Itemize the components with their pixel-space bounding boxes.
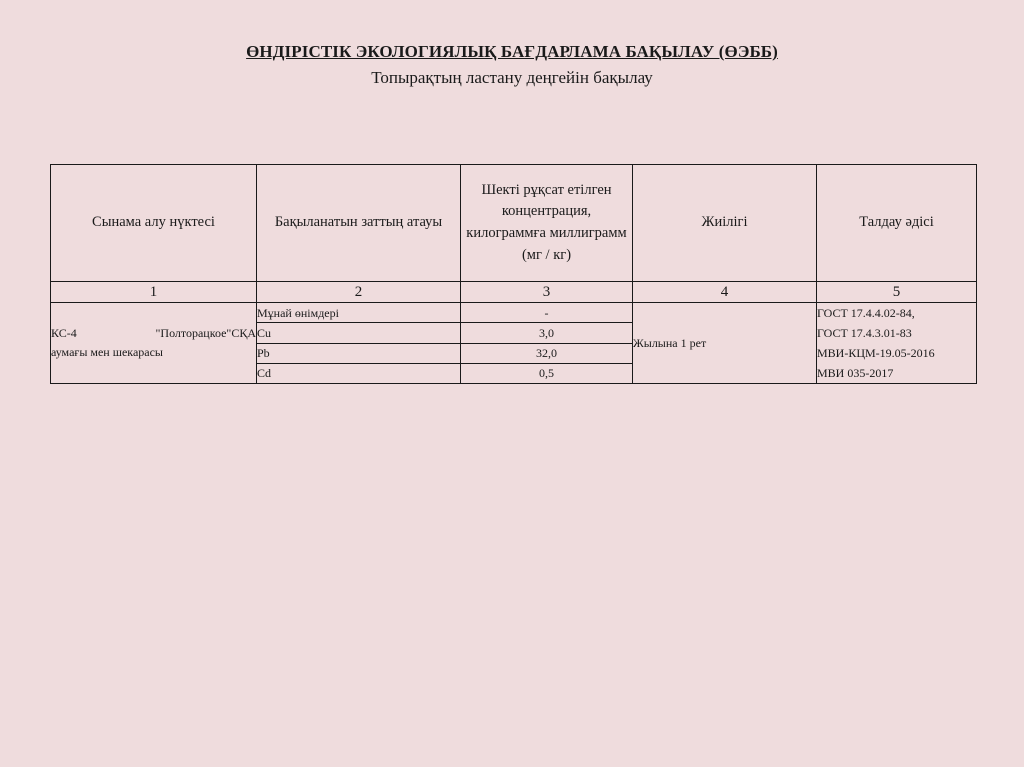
header-frequency: Жиілігі [633, 165, 817, 282]
method-line: МВИ 035-2017 [817, 366, 894, 380]
header-substance: Бақыланатын заттың атауы [257, 165, 461, 282]
analysis-method-cell [817, 303, 977, 384]
method-line: ГОСТ 17.4.4.02-84, [817, 306, 915, 320]
header-analysis-method: Талдау әдісі [817, 165, 977, 282]
concentration-value: 3,0 [461, 323, 633, 343]
column-number-row [51, 282, 977, 303]
frequency-cell: Жылына 1 рет [633, 303, 817, 384]
method-line: ГОСТ 17.4.3.01-83 [817, 326, 912, 340]
column-number: 2 [257, 282, 461, 303]
substance-name: Pb [257, 343, 461, 363]
header-row [51, 165, 977, 282]
substance-name: Cd [257, 363, 461, 383]
monitoring-table [50, 164, 977, 384]
table-row [51, 303, 977, 323]
concentration-value: - [461, 303, 633, 323]
column-number: 1 [51, 282, 257, 303]
concentration-value: 32,0 [461, 343, 633, 363]
sampling-point-area: аумағы мен шекарасы [51, 345, 163, 359]
sampling-point-code: КС-4 [51, 326, 77, 340]
page-subtitle: Топырақтың ластану деңгейін бақылау [371, 68, 653, 87]
column-number: 3 [461, 282, 633, 303]
header-sampling-point: Сынама алу нүктесі [51, 165, 257, 282]
header-max-concentration: Шекті рұқсат етілген концентрация, килограммға миллиграмм (мг / кг) [461, 165, 633, 282]
column-number: 4 [633, 282, 817, 303]
sampling-point-site: "Полторацкое"СҚА [155, 326, 256, 340]
concentration-value: 0,5 [461, 363, 633, 383]
sampling-point-cell [51, 303, 257, 384]
substance-name: Cu [257, 323, 461, 343]
substance-name: Мұнай өнімдері [257, 303, 461, 323]
method-line: МВИ-КЦМ-19.05-2016 [817, 346, 935, 360]
column-number: 5 [817, 282, 977, 303]
page-title: ӨНДІРІСТІК ЭКОЛОГИЯЛЫҚ БАҒДАРЛАМА БАҚЫЛАУ (ӨЭББ) [246, 42, 778, 61]
